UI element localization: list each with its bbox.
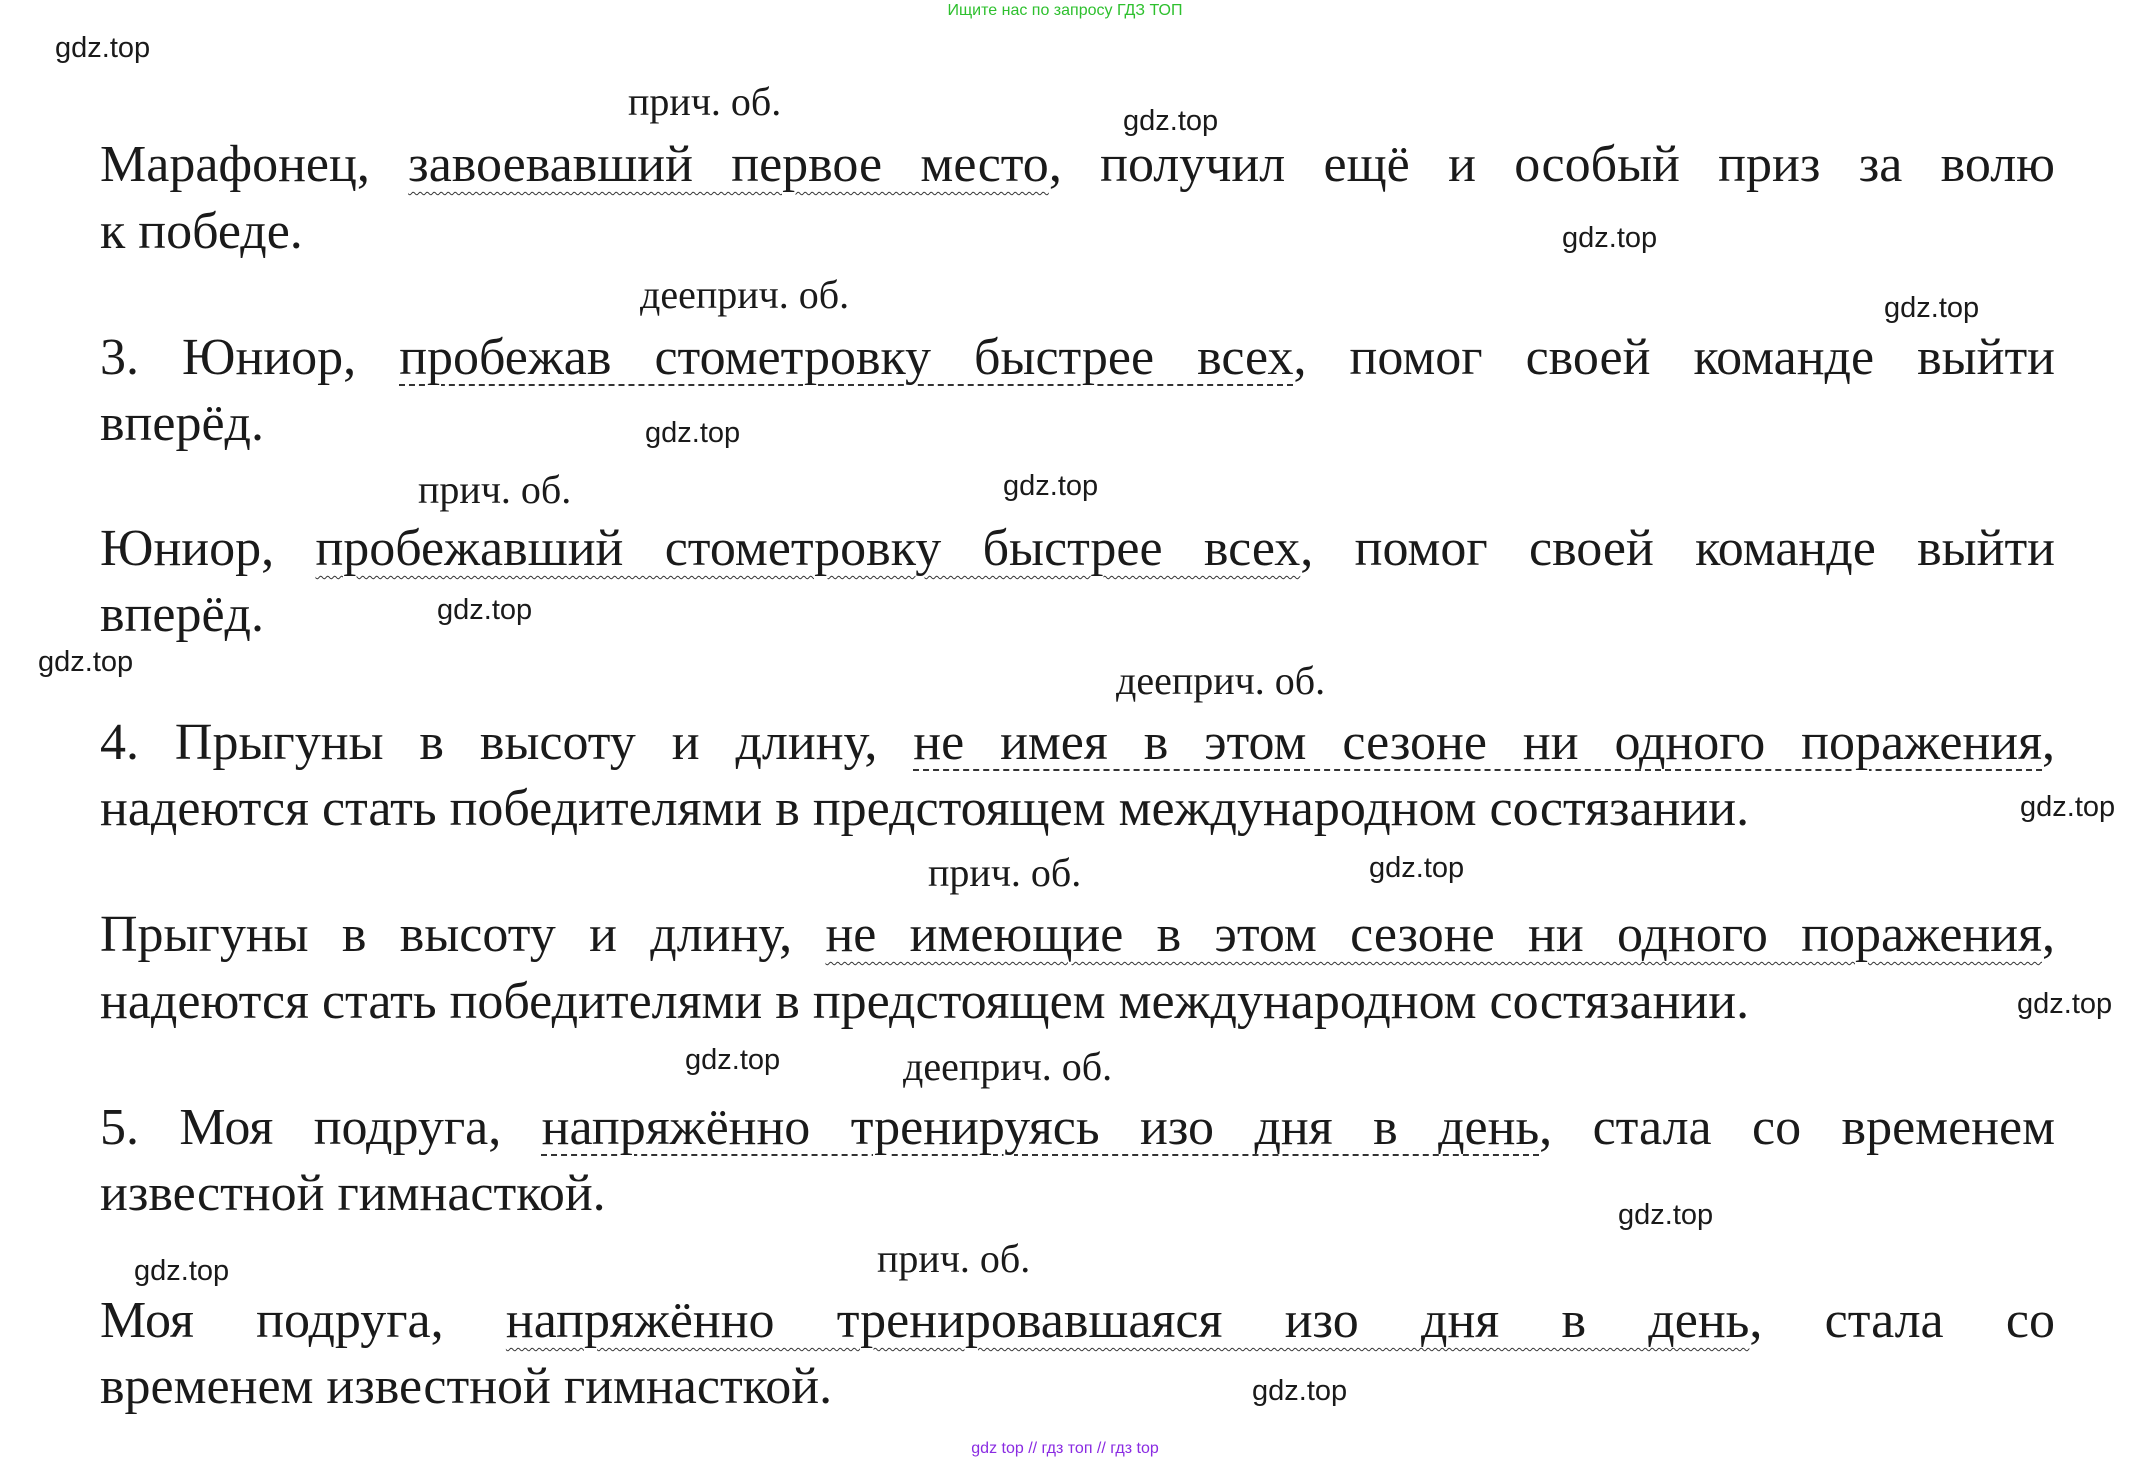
annotation-note: дееприч. об. <box>640 272 850 317</box>
sentence-line: известной гимнасткой. <box>100 1165 606 1222</box>
sentence-text: 4. Прыгуны в высоту и длину, <box>100 714 914 771</box>
sentence-line <box>100 902 2055 968</box>
watermark: gdz.top <box>685 1044 781 1076</box>
sentence-line <box>100 132 2055 198</box>
watermark: gdz.top <box>1369 852 1465 884</box>
sentence-text: 5. Моя подруга, <box>100 1099 542 1156</box>
sentence-text: , стала со временем <box>1539 1099 2055 1156</box>
sentence-text: Прыгуны в высоту и длину, <box>100 906 826 963</box>
sentence-line <box>100 1095 2055 1161</box>
sentence-text: , помог своей команде выйти <box>1300 520 2055 577</box>
participial-phrase: не имеющие в этом сезоне ни одного поражения <box>825 906 2042 963</box>
watermark: gdz.top <box>1562 222 1658 254</box>
sentence-text: , получил ещё и особый приз за волю <box>1048 136 2055 193</box>
watermark: gdz.top <box>2020 791 2116 823</box>
watermark: gdz.top <box>2017 988 2113 1020</box>
sentence-text: Марафонец, <box>100 136 409 193</box>
annotation-note: прич. об. <box>418 467 572 512</box>
sentence-line <box>100 516 2055 582</box>
sentence-line: вперёд. <box>100 586 264 643</box>
sentence-line <box>100 325 2055 391</box>
annotation-note: дееприч. об. <box>1116 658 1326 703</box>
watermark: gdz.top <box>38 646 134 678</box>
adverbial-participle-phrase: напряжённо тренируясь изо дня в день <box>541 1099 1540 1156</box>
annotation-note: дееприч. об. <box>903 1044 1113 1089</box>
watermark: gdz.top <box>1123 105 1219 137</box>
watermark: gdz.top <box>1003 470 1099 502</box>
watermark: gdz.top <box>55 32 151 64</box>
watermark: gdz.top <box>134 1255 230 1287</box>
annotation-note: прич. об. <box>628 79 782 124</box>
sentence-text: , стала со <box>1749 1292 2055 1349</box>
bottom-banner: gdz top // гдз топ // гдз top <box>971 1440 1159 1457</box>
sentence-text: 3. Юниор, <box>100 329 400 386</box>
sentence-line: надеются стать победителями в предстоящем международном состязании. <box>100 973 1750 1030</box>
participial-phrase: завоевавший первое место <box>408 136 1049 193</box>
adverbial-participle-phrase: не имея в этом сезоне ни одного поражения <box>913 714 2042 771</box>
sentence-text: , <box>2042 714 2055 771</box>
sentence-line: надеются стать победителями в предстоящем международном состязании. <box>100 780 1750 837</box>
watermark: gdz.top <box>645 417 741 449</box>
watermark: gdz.top <box>1884 292 1980 324</box>
sentence-line: вперёд. <box>100 395 264 452</box>
sentence-text: Юниор, <box>100 520 316 577</box>
annotation-note: прич. об. <box>877 1236 1031 1281</box>
sentence-line <box>100 710 2055 776</box>
sentence-text: Моя подруга, <box>100 1292 506 1349</box>
watermark: gdz.top <box>437 594 533 626</box>
participial-phrase: пробежавший стометровку быстрее всех <box>315 520 1301 577</box>
sentence-text: , <box>2042 906 2055 963</box>
adverbial-participle-phrase: пробежав стометровку быстрее всех <box>399 329 1294 386</box>
top-banner: Ищите нас по запросу ГДЗ ТОП <box>947 2 1183 19</box>
sentence-line: к победе. <box>100 203 303 260</box>
sentence-line <box>100 1288 2055 1354</box>
sentence-line: временем известной гимнасткой. <box>100 1358 833 1415</box>
annotation-note: прич. об. <box>928 850 1082 895</box>
sentence-text: , помог своей команде выйти <box>1293 329 2055 386</box>
participial-phrase: напряжённо тренировавшаяся изо дня в день <box>505 1292 1750 1349</box>
watermark: gdz.top <box>1618 1199 1714 1231</box>
watermark: gdz.top <box>1252 1375 1348 1407</box>
